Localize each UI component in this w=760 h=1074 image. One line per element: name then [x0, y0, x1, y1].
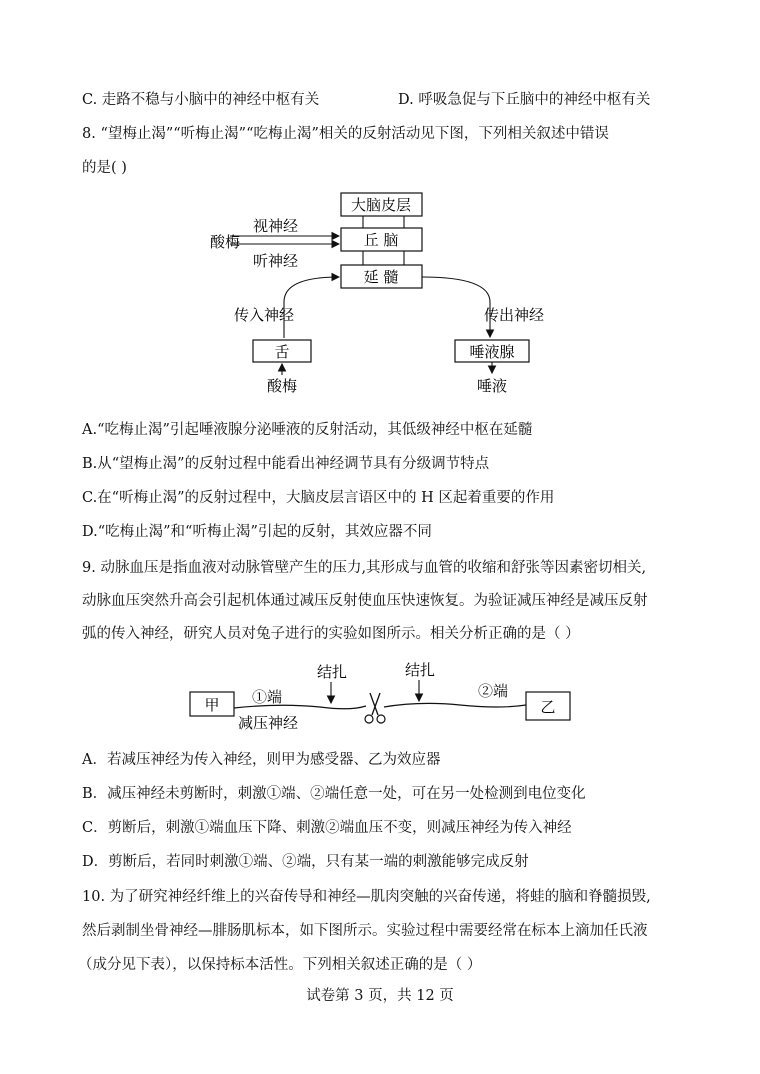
q8-option-a: A.“吃梅止渴”引起唾液腺分泌唾液的反射活动，其低级神经中枢在延髓	[82, 422, 533, 438]
q7-option-d: D. 呼吸急促与下丘脑中的神经中枢有关	[398, 92, 651, 108]
auditory-nerve-label: 听神经	[253, 252, 299, 270]
jia-label: 甲	[204, 696, 220, 714]
efferent-path	[422, 277, 490, 337]
end1-label: ①端	[252, 688, 283, 706]
q9-option-b: B．减压神经未剪断时，刺激①端、②端任意一处，可在另一处检测到电位变化	[82, 786, 586, 802]
q8-stem-line1: 8. “望梅止渴”“听梅止渴”“吃梅止渴”相关的反射活动见下图，下列相关叙述中错误	[82, 126, 609, 142]
ligature1-label: 结扎	[317, 663, 348, 681]
gland-label: 唾液腺	[469, 343, 515, 361]
nerve-line-right	[384, 703, 526, 707]
cortex-label: 大脑皮层	[350, 196, 412, 214]
q8-option-b: B.从“望梅止渴”的反射过程中能看出神经调节具有分级调节特点	[82, 456, 490, 472]
q10-stem-line3: （成分见下表），以保持标本活性。下列相关叙述正确的是（ ）	[78, 957, 482, 973]
nerve-label: 减压神经	[238, 714, 299, 732]
saliva-label: 唾液	[476, 377, 508, 395]
q9-option-d: D．剪断后，若同时刺激①端、②端，只有某一端的刺激能够完成反射	[82, 854, 529, 870]
page-footer: 试卷第 3 页，共 12 页	[306, 988, 454, 1004]
optic-nerve-label: 视神经	[253, 217, 299, 235]
q9-stem-line1: 9. 动脉血压是指血液对动脉管壁产生的压力,其形成与血管的收缩和舒张等因素密切相关,	[82, 560, 647, 576]
efferent-label: 传出神经	[484, 306, 545, 324]
q8-option-d: D.“吃梅止渴”和“听梅止渴”引起的反射，其效应器不同	[82, 524, 432, 540]
plum-left-label: 酸梅	[210, 233, 241, 251]
reflex-diagram	[0, 180, 760, 400]
q10-stem-line1: 10. 为了研究神经纤维上的兴奋传导和神经—肌肉突触的兴奋传递，将蛙的脑和脊髓损毁,	[82, 889, 651, 905]
q9-option-a: A．若减压神经为传入神经，则甲为感受器、乙为效应器	[82, 752, 441, 768]
q9-stem-line3: 弧的传入神经，研究人员对兔子进行的实验如图所示。相关分析正确的是（ ）	[82, 626, 580, 642]
thalamus-label: 丘 脑	[363, 231, 399, 249]
q8-stem-line2: 的是( )	[82, 160, 127, 176]
tongue-label: 舌	[274, 343, 290, 361]
end2-label: ②端	[478, 682, 509, 700]
plum-bottom-label: 酸梅	[266, 377, 298, 395]
afferent-label: 传入神经	[234, 306, 295, 324]
q9-stem-line2: 动脉血压突然升高会引起机体通过减压反射使血压快速恢复。为验证减压神经是减压反射	[82, 593, 648, 609]
q10-stem-line2: 然后剥制坐骨神经—腓肠肌标本，如下图所示。实验过程中需要经常在标本上滴加任氏液	[82, 923, 648, 939]
nerve-experiment-diagram	[0, 655, 760, 745]
q7-option-c: C. 走路不稳与小脑中的神经中枢有关	[82, 92, 320, 108]
ligature2-label: 结扎	[405, 661, 436, 679]
scissors-icon	[365, 693, 385, 723]
medulla-label: 延 髓	[363, 268, 399, 286]
yi-label: 乙	[540, 698, 556, 716]
q8-option-c: C.在“听梅止渴”的反射过程中，大脑皮层言语区中的 H 区起着重要的作用	[82, 490, 555, 506]
q9-option-c: C．剪断后，刺激①端血压下降、刺激②端血压不变，则减压神经为传入神经	[82, 820, 572, 836]
